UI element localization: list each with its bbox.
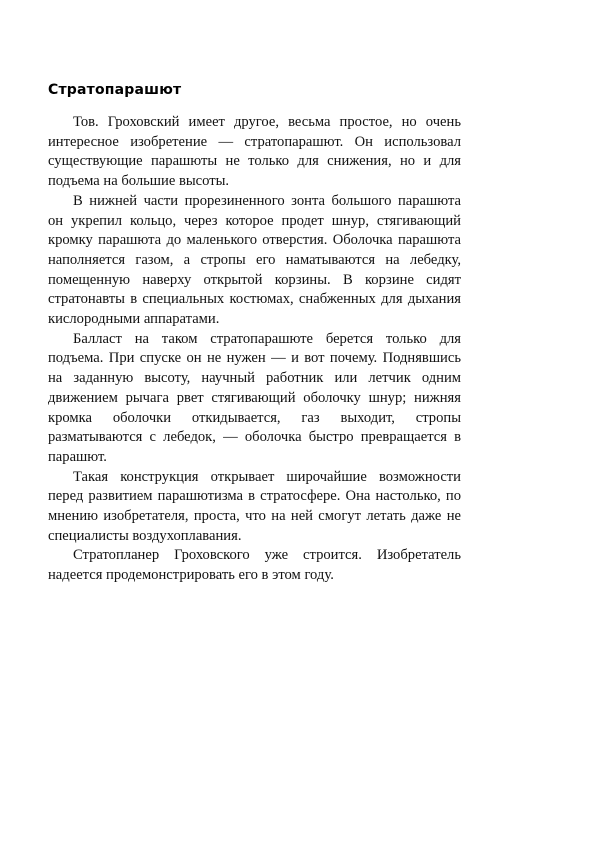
- body-text: [48, 113, 461, 586]
- paragraph-3: Балласт на таком стратопарашюте берется только для подъема. При спуске он не нужен — и вот почему. Поднявшись на заданную высоту, научный работник или летчик одним движением рычага рвет стягивающий оболочку шнур; нижняя кромка оболочки откидывается, газ выходит, стропы разматываются с лебедок, — оболочка быстро превращается в парашют.: [48, 330, 461, 465]
- paragraph-2: В нижней части прорезиненного зонта большого парашюта он укрепил кольцо, через которое продет шнур, стягивающий кромку парашюта до маленького отверстия. Оболочка парашюта наполняется газом, а стропы его наматываются на лебедку, помещенную наверху открытой корзины. В корзине сидят стратонавты в специальных костюмах, снабженных для дыхания кислородными аппаратами.: [48, 192, 461, 328]
- paragraph-1: Тов. Гроховский имеет другое, весьма простое, но очень интересное изобретение — стратопарашют. Он использовал существующие парашюты не только для снижения, но и для подъема на большие высоты.: [48, 114, 461, 190]
- paragraph-5: Стратопланер Гроховского уже строится. Изобретатель надеется продемонстрировать его в этом году.: [48, 547, 461, 584]
- section-heading: Стратопарашют: [48, 82, 182, 98]
- paragraph-4: Такая конструкция открывает широчайшие возможности перед развитием парашютизма в стратосфере. Она настолько, по мнению изобретателя, проста, что на ней смогут летать даже не специалисты воздухоплавания.: [48, 468, 461, 544]
